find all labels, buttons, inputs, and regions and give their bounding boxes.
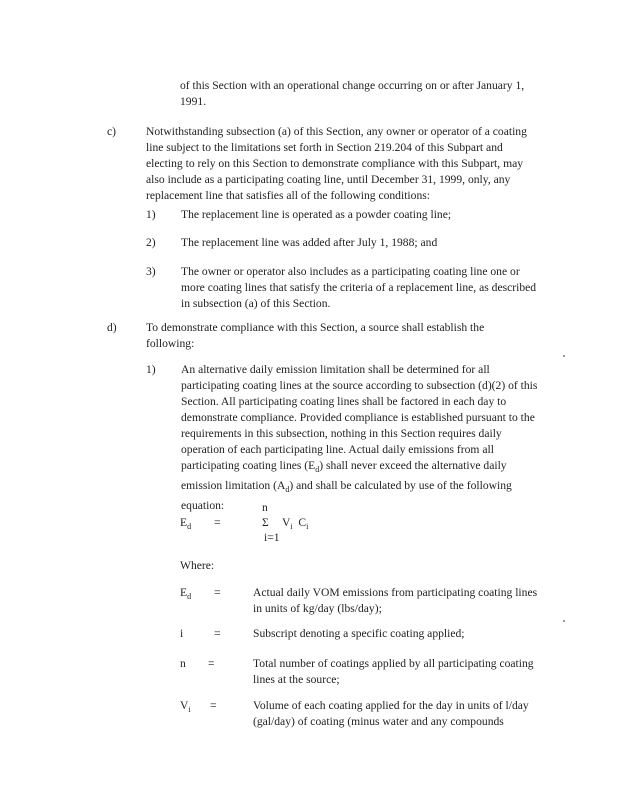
equation-upper-limit: n (262, 501, 268, 514)
section-c-item-2-text: The replacement line was added after July 1, 1988; and (181, 236, 438, 249)
item-1-sub-2: d (285, 485, 290, 494)
section-c-item-1-label: 1) (146, 208, 156, 221)
equation-sigma: Σ (262, 516, 269, 529)
section-c-item-3-label: 3) (146, 265, 156, 278)
section-c-label: c) (107, 125, 117, 138)
section-c-text: Notwithstanding subsection (a) of this Section, any owner or operator of a coating line subject to the limitations set forth in Section 219.204 of this Subpart and electing to rely on this Section to demonstrate compliance with this Subpart, may also include as a participating coating line, until December 31, 1999, only, any replacement line that satisfies all of the following conditions: (146, 125, 527, 202)
definition-symbol: n (180, 657, 186, 670)
definition-text: Actual daily VOM emissions from participating coating lines in units of kg/day (lbs/day); (253, 586, 538, 615)
definition-symbol: $V_i$ (180, 699, 191, 714)
equation-lhs: $E_d$ (180, 516, 192, 531)
section-c-item-1-text: The replacement line is operated as a powder coating line; (181, 208, 452, 221)
definition-equals: = (210, 699, 217, 712)
section-c-item-2-label: 2) (146, 236, 156, 249)
definition-equals: = (214, 586, 221, 599)
section-c-item-3-text: The owner or operator also includes as a participating coating line one or more coating lines that satisfy the criteria of a replacement line, as described in subsection (a) of this Section. (181, 265, 537, 310)
where-label: Where: (180, 559, 215, 572)
item-1-text-c: ) and shall be calculated by use of the following equation: (181, 479, 512, 512)
section-d-item-1-text (181, 362, 541, 514)
continuation-line-2: 1991. (180, 95, 207, 108)
definition-symbol: $E_d$ (180, 586, 192, 601)
item-1-text-a: An alternative daily emission limitation shall be determined for all participating coating lines at the source according to subsection (d)(2) of this Section. All participating coating lines shall be factored in each day to demonstrate compliance. Provided compliance is established pursuant to the requirements in this subsection, nothing in this Section requires daily operation of each participating line. Actual daily emissions from all participating coating lines (E (181, 363, 538, 472)
definition-text: Total number of coatings applied by all participating coating lines at the source; (253, 657, 534, 686)
continuation-line-1: of this Section with an operational change occurring on or after January 1, (180, 79, 525, 92)
equation-equals: = (214, 516, 221, 529)
definition-symbol: i (180, 627, 184, 640)
item-1-sub-1: d (315, 465, 320, 474)
item-1-text-b: ) shall never exceed the alternative daily emission limitation (A (181, 459, 507, 492)
equation-summand: $V_i$ $C_i$ (282, 516, 309, 531)
scan-speck (563, 355, 565, 357)
equation-lower-limit: i=1 (264, 531, 280, 544)
definition-text: Subscript denoting a specific coating applied; (253, 627, 465, 640)
section-d-label: d) (107, 321, 117, 334)
definition-equals: = (214, 627, 221, 640)
definition-equals: = (208, 657, 215, 670)
section-d-item-1-label: 1) (146, 363, 156, 376)
section-d-text: To demonstrate compliance with this Section, a source shall establish the following: (146, 321, 485, 350)
definition-text: Volume of each coating applied for the day in units of l/day (gal/day) of coating (minus water and any compounds (253, 699, 529, 728)
scan-speck (563, 620, 565, 622)
